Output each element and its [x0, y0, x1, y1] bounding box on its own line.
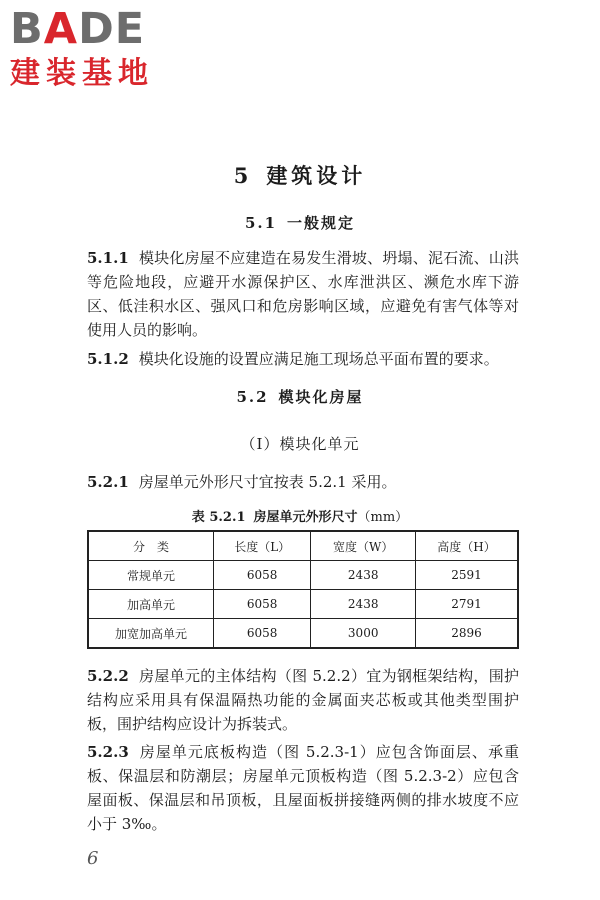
clause-number: 5.1.1 — [87, 249, 129, 267]
clause-5-1-1 — [87, 246, 519, 342]
table-cell: 6058 — [214, 590, 311, 619]
clause-number: 5.1.2 — [87, 350, 129, 368]
table-row — [88, 561, 518, 590]
clause-text: 房屋单元的主体结构（图 5.2.2）宜为钢框架结构，围护结构应采用具有保温隔热功能的金属面夹芯板或其他类型围护板，围护结构应设计为拆装式。 — [87, 667, 519, 733]
section-heading-5-1 — [0, 212, 600, 233]
logo-mark: BADE — [10, 4, 146, 54]
table-header-row — [88, 531, 518, 561]
dimensions-table — [87, 530, 519, 649]
header-cell: 高度（H） — [416, 531, 518, 561]
table-row — [88, 590, 518, 619]
logo — [10, 6, 178, 92]
section-heading-5-2 — [0, 386, 600, 407]
table-title: 房屋单元外形尺寸 — [253, 510, 358, 525]
table-cell: 2438 — [311, 590, 416, 619]
table-caption — [0, 506, 600, 525]
logo-subtitle: 建装基地 — [10, 56, 154, 91]
table-cell: 2438 — [311, 561, 416, 590]
header-cell: 分 类 — [88, 531, 214, 561]
clause-text: 房屋单元外形尺寸宜按表 5.2.1 采用。 — [138, 473, 397, 491]
chapter-title: 建筑设计 — [266, 163, 367, 188]
table-cell: 2791 — [416, 590, 518, 619]
chapter-number: 5 — [233, 163, 253, 188]
section-number: 5.2 — [236, 388, 269, 406]
clause-5-2-2 — [87, 664, 519, 736]
table-cell: 加高单元 — [88, 590, 214, 619]
table-number: 表 5.2.1 — [191, 510, 246, 525]
table-cell: 加宽加高单元 — [88, 619, 214, 649]
chapter-heading — [0, 160, 600, 190]
page-number: 6 — [87, 848, 99, 869]
table-cell: 2896 — [416, 619, 518, 649]
clause-text: 房屋单元底板构造（图 5.2.3-1）应包含饰面层、承重板、保温层和防潮层；房屋单元顶板构造（图 5.2.3-2）应包含屋面板、保温层和吊顶板，且屋面板拼接缝两侧的排水坡度不应小于 3‰。 — [87, 743, 519, 833]
section-number: 5.1 — [244, 214, 278, 232]
table-cell: 常规单元 — [88, 561, 214, 590]
header-cell: 宽度（W） — [311, 531, 416, 561]
clause-number: 5.2.3 — [87, 743, 129, 761]
table-cell: 6058 — [214, 619, 311, 649]
subsection-heading: （Ⅰ）模块化单元 — [240, 435, 360, 453]
table-cell: 2591 — [416, 561, 518, 590]
table-row — [88, 619, 518, 649]
clause-5-1-2 — [87, 347, 519, 371]
table-unit: （mm） — [357, 510, 409, 525]
table-cell: 3000 — [311, 619, 416, 649]
clause-5-2-3 — [87, 740, 519, 836]
clause-text: 模块化设施的设置应满足施工现场总平面布置的要求。 — [138, 350, 499, 368]
clause-number: 5.2.2 — [87, 667, 129, 685]
clause-text: 模块化房屋不应建造在易发生滑坡、坍塌、泥石流、山洪等危险地段，应避开水源保护区、水库泄洪区、濒危水库下游区、低洼积水区、强风口和危房影响区域，应避免有害气体等对使用人员的影响。 — [87, 249, 519, 339]
section-title: 模块化房屋 — [278, 388, 364, 406]
table-cell: 6058 — [214, 561, 311, 590]
clause-5-2-1 — [87, 470, 519, 494]
header-cell: 长度（L） — [214, 531, 311, 561]
section-title: 一般规定 — [287, 214, 356, 232]
clause-number: 5.2.1 — [87, 473, 129, 491]
